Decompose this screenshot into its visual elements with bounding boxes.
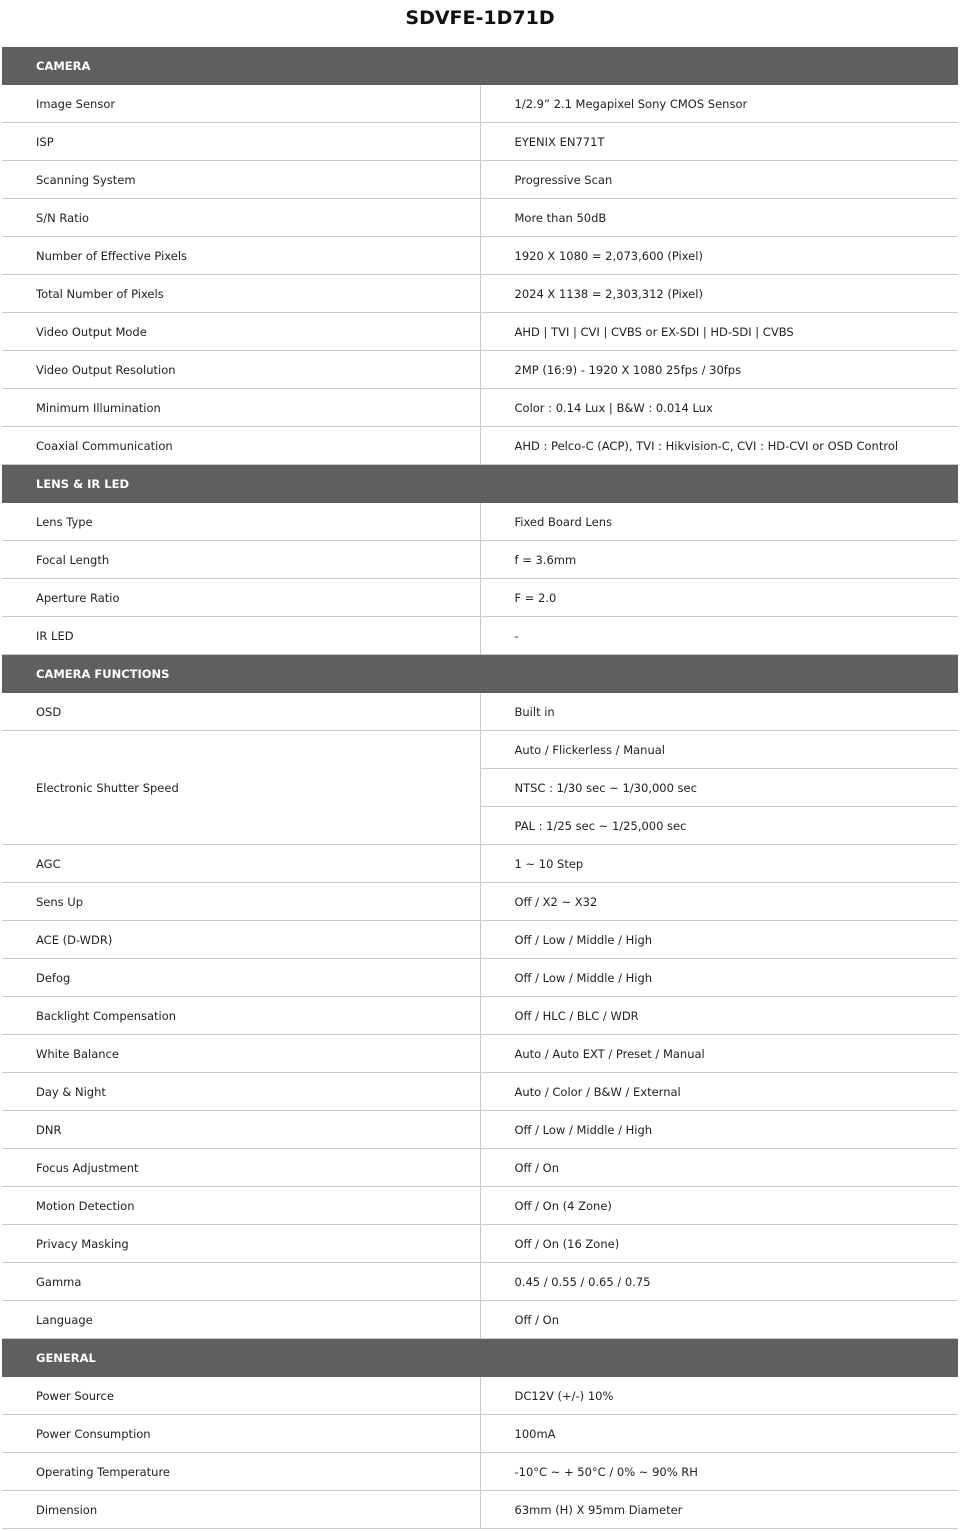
spec-value: AHD : Pelco-C (ACP), TVI : Hikvision-C, CVI : HD-CVI or OSD Control — [480, 427, 958, 465]
spec-label: Backlight Compensation — [2, 997, 480, 1035]
table-row — [2, 921, 958, 959]
spec-value: - — [480, 617, 958, 655]
table-row — [2, 503, 958, 541]
spec-value: EYENIX EN771T — [480, 123, 958, 161]
spec-label: Aperture Ratio — [2, 579, 480, 617]
spec-label: Video Output Mode — [2, 313, 480, 351]
table-row — [2, 275, 958, 313]
spec-label: Language — [2, 1301, 480, 1339]
spec-label: Lens Type — [2, 503, 480, 541]
table-row — [2, 541, 958, 579]
spec-value: Off / On — [480, 1301, 958, 1339]
section-header-general — [2, 1339, 958, 1377]
section-header-lens — [2, 465, 958, 503]
table-row — [2, 1453, 958, 1491]
spec-label: Number of Effective Pixels — [2, 237, 480, 275]
spec-value: Built in — [480, 693, 958, 731]
table-row — [2, 313, 958, 351]
spec-value: NTSC : 1/30 sec ~ 1/30,000 sec — [480, 769, 958, 807]
spec-value: Progressive Scan — [480, 161, 958, 199]
table-row — [2, 883, 958, 921]
spec-value: Off / X2 ~ X32 — [480, 883, 958, 921]
spec-value: More than 50dB — [480, 199, 958, 237]
table-row — [2, 1073, 958, 1111]
spec-label: Focal Length — [2, 541, 480, 579]
spec-label: Dimension — [2, 1491, 480, 1529]
spec-value: Auto / Flickerless / Manual — [480, 731, 958, 769]
spec-value: 0.45 / 0.55 / 0.65 / 0.75 — [480, 1263, 958, 1301]
table-row — [2, 351, 958, 389]
spec-label: Image Sensor — [2, 85, 480, 123]
spec-label: Defog — [2, 959, 480, 997]
spec-label: Power Consumption — [2, 1415, 480, 1453]
spec-label: Sens Up — [2, 883, 480, 921]
spec-label: Gamma — [2, 1263, 480, 1301]
table-row — [2, 199, 958, 237]
spec-label: AGC — [2, 845, 480, 883]
section-header-camera-functions — [2, 655, 958, 693]
table-row — [2, 1415, 958, 1453]
spec-value: Off / On — [480, 1149, 958, 1187]
spec-value: AHD | TVI | CVI | CVBS or EX-SDI | HD-SDI | CVBS — [480, 313, 958, 351]
spec-label: Scanning System — [2, 161, 480, 199]
table-row — [2, 85, 958, 123]
spec-value: Off / HLC / BLC / WDR — [480, 997, 958, 1035]
spec-label: Video Output Resolution — [2, 351, 480, 389]
spec-value: 1 ~ 10 Step — [480, 845, 958, 883]
table-row — [2, 731, 958, 769]
spec-value: PAL : 1/25 sec ~ 1/25,000 sec — [480, 807, 958, 845]
spec-value: 2024 X 1138 = 2,303,312 (Pixel) — [480, 275, 958, 313]
spec-label: S/N Ratio — [2, 199, 480, 237]
section-header-camera — [2, 47, 958, 85]
table-row — [2, 1149, 958, 1187]
spec-label: Day & Night — [2, 1073, 480, 1111]
spec-value: 1/2.9” 2.1 Megapixel Sony CMOS Sensor — [480, 85, 958, 123]
spec-label: Total Number of Pixels — [2, 275, 480, 313]
spec-label: Privacy Masking — [2, 1225, 480, 1263]
spec-label: ISP — [2, 123, 480, 161]
table-row — [2, 161, 958, 199]
table-row — [2, 237, 958, 275]
table-row — [2, 1301, 958, 1339]
section-title: CAMERA FUNCTIONS — [2, 655, 958, 693]
spec-value: Fixed Board Lens — [480, 503, 958, 541]
table-row — [2, 1491, 958, 1529]
table-row — [2, 617, 958, 655]
table-row — [2, 845, 958, 883]
table-row — [2, 123, 958, 161]
spec-value: Off / Low / Middle / High — [480, 959, 958, 997]
spec-value: Off / On (16 Zone) — [480, 1225, 958, 1263]
spec-label: Operating Temperature — [2, 1453, 480, 1491]
spec-value: Auto / Color / B&W / External — [480, 1073, 958, 1111]
table-row — [2, 959, 958, 997]
spec-table — [2, 47, 958, 1529]
spec-value: Auto / Auto EXT / Preset / Manual — [480, 1035, 958, 1073]
table-row — [2, 1263, 958, 1301]
table-row — [2, 1377, 958, 1415]
spec-value: 100mA — [480, 1415, 958, 1453]
spec-value: DC12V (+/-) 10% — [480, 1377, 958, 1415]
table-row — [2, 693, 958, 731]
section-title: LENS & IR LED — [2, 465, 958, 503]
spec-label: OSD — [2, 693, 480, 731]
spec-label: Minimum Illumination — [2, 389, 480, 427]
section-title: GENERAL — [2, 1339, 958, 1377]
table-row — [2, 1187, 958, 1225]
table-row — [2, 427, 958, 465]
spec-label: White Balance — [2, 1035, 480, 1073]
spec-label: Focus Adjustment — [2, 1149, 480, 1187]
spec-label: Motion Detection — [2, 1187, 480, 1225]
table-row — [2, 1225, 958, 1263]
spec-label: ACE (D-WDR) — [2, 921, 480, 959]
spec-label: DNR — [2, 1111, 480, 1149]
spec-label: Electronic Shutter Speed — [2, 731, 480, 845]
spec-value: Color : 0.14 Lux | B&W : 0.014 Lux — [480, 389, 958, 427]
spec-label: IR LED — [2, 617, 480, 655]
spec-value: 2MP (16:9) - 1920 X 1080 25fps / 30fps — [480, 351, 958, 389]
spec-value: Off / Low / Middle / High — [480, 1111, 958, 1149]
page-title: SDVFE-1D71D — [405, 7, 555, 29]
spec-value: 63mm (H) X 95mm Diameter — [480, 1491, 958, 1529]
table-row — [2, 579, 958, 617]
spec-label: Coaxial Communication — [2, 427, 480, 465]
spec-value: -10°C ~ + 50°C / 0% ~ 90% RH — [480, 1453, 958, 1491]
spec-value: F = 2.0 — [480, 579, 958, 617]
table-row — [2, 997, 958, 1035]
spec-label: Power Source — [2, 1377, 480, 1415]
spec-value: Off / Low / Middle / High — [480, 921, 958, 959]
table-row — [2, 1035, 958, 1073]
spec-value: f = 3.6mm — [480, 541, 958, 579]
spec-value: 1920 X 1080 = 2,073,600 (Pixel) — [480, 237, 958, 275]
table-row — [2, 389, 958, 427]
section-title: CAMERA — [2, 47, 958, 85]
table-row — [2, 1111, 958, 1149]
spec-value: Off / On (4 Zone) — [480, 1187, 958, 1225]
